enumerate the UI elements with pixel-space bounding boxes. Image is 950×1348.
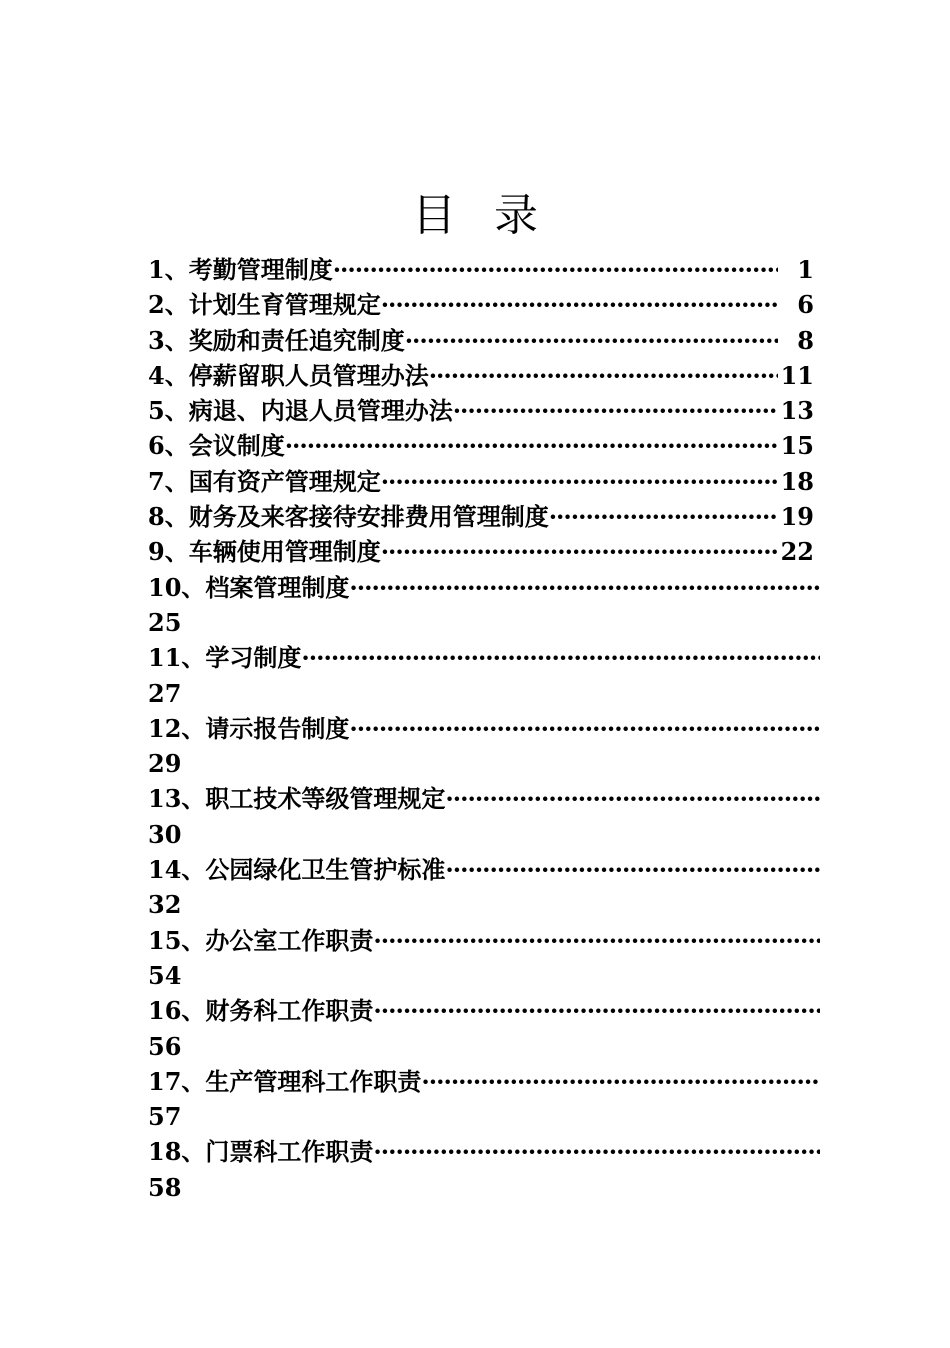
toc-entry-label: 17、生产管理科工作职责 bbox=[148, 1066, 422, 1096]
toc-entry bbox=[148, 323, 820, 358]
toc-entry bbox=[148, 287, 820, 322]
dot-leader bbox=[333, 252, 778, 287]
toc-entry bbox=[148, 252, 820, 287]
toc-entry bbox=[148, 499, 820, 534]
toc-entry-label: 7、国有资产管理规定 bbox=[148, 466, 381, 496]
dot-leader bbox=[349, 570, 820, 605]
dot-leader bbox=[285, 428, 778, 463]
toc-entry bbox=[148, 393, 820, 428]
toc-entry-label: 11、学习制度 bbox=[148, 643, 302, 673]
toc-entry-label: 2、计划生育管理规定 bbox=[148, 290, 381, 320]
dot-leader bbox=[549, 499, 778, 534]
toc-entry-label: 18、门票科工作职责 bbox=[148, 1137, 374, 1167]
dot-leader bbox=[373, 923, 820, 958]
toc-entry-label: 13、职工技术等级管理规定 bbox=[148, 784, 446, 814]
toc-page-number: 32 bbox=[148, 890, 182, 920]
dot-leader bbox=[381, 287, 778, 322]
toc-page-number: 15 bbox=[780, 431, 814, 461]
toc-entry bbox=[148, 852, 820, 923]
toc-entry-label: 10、档案管理制度 bbox=[148, 572, 350, 602]
dot-leader bbox=[373, 1134, 820, 1169]
toc-entry-label: 12、请示报告制度 bbox=[148, 713, 350, 743]
toc-entry-label: 14、公园绿化卫生管护标准 bbox=[148, 855, 446, 885]
toc-page-number: 11 bbox=[780, 360, 814, 390]
dot-leader bbox=[453, 393, 778, 428]
toc-entry bbox=[148, 923, 820, 994]
toc-entry bbox=[148, 781, 820, 852]
toc-entry-label: 15、办公室工作职责 bbox=[148, 925, 374, 955]
dot-leader bbox=[421, 1064, 820, 1099]
toc-entry-label: 6、会议制度 bbox=[148, 431, 285, 461]
dot-leader bbox=[349, 711, 820, 746]
toc-entry-label: 5、病退、内退人员管理办法 bbox=[148, 396, 453, 426]
toc-page-number: 58 bbox=[148, 1172, 182, 1202]
toc-entry bbox=[148, 570, 820, 641]
toc-page-number: 8 bbox=[797, 325, 814, 355]
toc-entry bbox=[148, 464, 820, 499]
toc-page-number: 6 bbox=[797, 290, 814, 320]
dot-leader bbox=[373, 993, 820, 1028]
toc-page-number: 18 bbox=[780, 466, 814, 496]
toc-page-number: 30 bbox=[148, 819, 182, 849]
toc-entry bbox=[148, 534, 820, 569]
toc-page-number: 56 bbox=[148, 1031, 182, 1061]
toc-entry bbox=[148, 711, 820, 782]
toc-entry-label: 8、财务及来客接待安排费用管理制度 bbox=[148, 502, 549, 532]
toc-page-number: 13 bbox=[780, 396, 814, 426]
toc-entry bbox=[148, 358, 820, 393]
toc-entry bbox=[148, 640, 820, 711]
dot-leader bbox=[445, 781, 820, 816]
toc-entry-label: 9、车辆使用管理制度 bbox=[148, 537, 381, 567]
toc-entry bbox=[148, 428, 820, 463]
toc-entry-label: 16、财务科工作职责 bbox=[148, 996, 374, 1026]
toc-page-number: 57 bbox=[148, 1102, 182, 1132]
toc-entry bbox=[148, 993, 820, 1064]
toc-page-number: 54 bbox=[148, 960, 182, 990]
table-of-contents bbox=[148, 252, 820, 1205]
toc-entry bbox=[148, 1064, 820, 1135]
toc-entry-label: 4、停薪留职人员管理办法 bbox=[148, 360, 429, 390]
toc-entry-label: 3、奖励和责任追究制度 bbox=[148, 325, 405, 355]
toc-page-number: 25 bbox=[148, 607, 182, 637]
toc-page-number: 1 bbox=[797, 255, 814, 284]
toc-entry bbox=[148, 1134, 820, 1205]
dot-leader bbox=[405, 323, 778, 358]
page-title: 目 录 bbox=[412, 190, 550, 241]
toc-page-number: 22 bbox=[780, 537, 814, 567]
toc-page-number: 27 bbox=[148, 678, 182, 708]
toc-page-number: 19 bbox=[780, 502, 814, 532]
dot-leader bbox=[429, 358, 778, 393]
dot-leader bbox=[381, 464, 778, 499]
toc-entry-label: 1、考勤管理制度 bbox=[148, 255, 333, 284]
dot-leader bbox=[445, 852, 820, 887]
dot-leader bbox=[381, 534, 778, 569]
toc-page-number: 29 bbox=[148, 749, 182, 779]
dot-leader bbox=[301, 640, 820, 675]
